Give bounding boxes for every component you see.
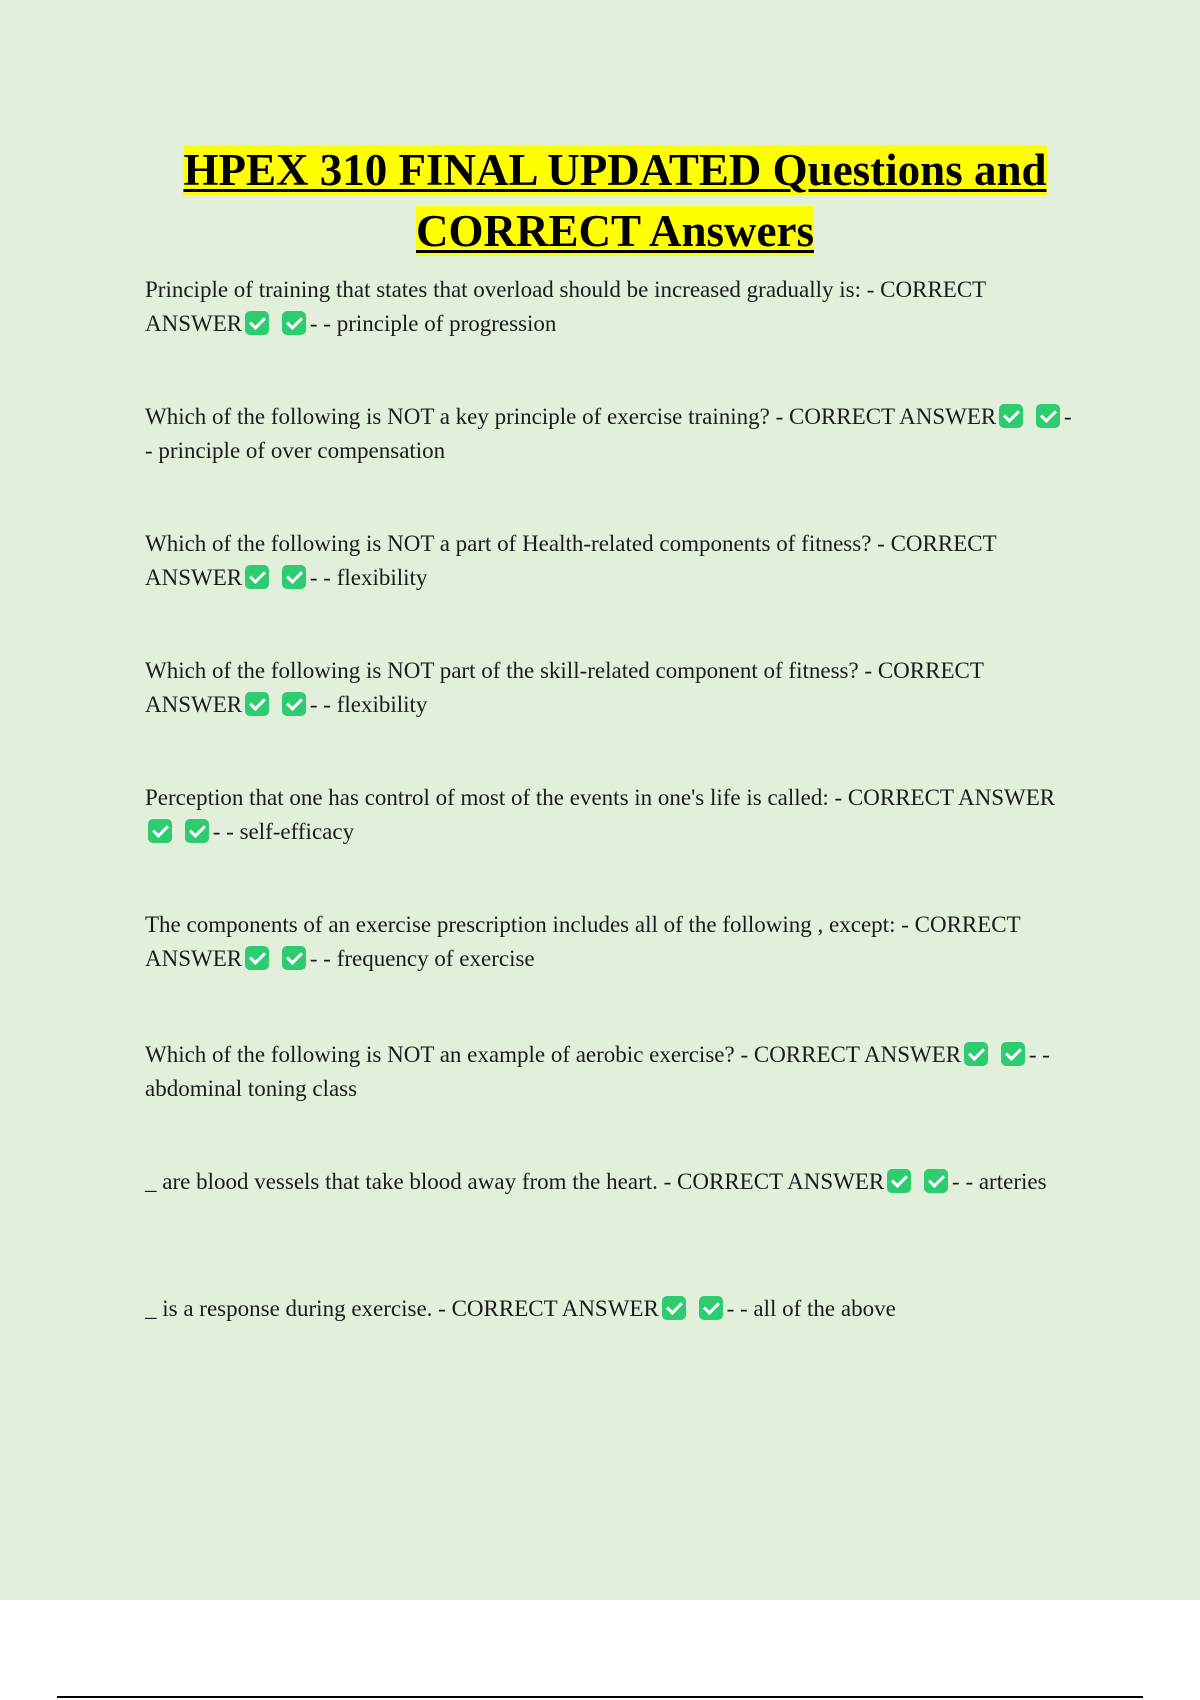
document-title bbox=[145, 140, 1085, 262]
answer-text: - - self-efficacy bbox=[212, 819, 355, 844]
question-text: Which of the following is NOT an example of aerobic exercise? - CORRECT ANSWER bbox=[145, 1042, 962, 1067]
check-mark-icon bbox=[185, 819, 209, 843]
question-text: _ is a response during exercise. - CORRECT ANSWER bbox=[145, 1296, 659, 1321]
document-content bbox=[145, 140, 1085, 1321]
qa-item bbox=[145, 654, 1085, 722]
qa-item bbox=[145, 400, 1085, 468]
check-mark-icon bbox=[1036, 404, 1060, 428]
question-text: _ are blood vessels that take blood away from the heart. - CORRECT ANSWER bbox=[145, 1169, 885, 1194]
footer-divider bbox=[57, 1696, 1143, 1698]
answer-text: - - principle of over compensation bbox=[145, 404, 1072, 463]
check-mark-icon bbox=[282, 565, 306, 589]
check-mark-icon bbox=[148, 819, 172, 843]
check-mark-icon bbox=[282, 692, 306, 716]
check-mark-icon bbox=[662, 1296, 686, 1320]
qa-item bbox=[145, 527, 1085, 595]
check-mark-icon bbox=[245, 565, 269, 589]
answer-text: - - abdominal toning class bbox=[145, 1042, 1050, 1101]
question-text: Perception that one has control of most of the events in one's life is called: - CORRECT ANSWER bbox=[145, 785, 1056, 810]
check-mark-icon bbox=[699, 1296, 723, 1320]
answer-text: - - arteries bbox=[952, 1169, 1047, 1194]
check-mark-icon bbox=[282, 946, 306, 970]
qa-item bbox=[145, 781, 1085, 849]
check-mark-icon bbox=[245, 692, 269, 716]
check-mark-icon bbox=[245, 311, 269, 335]
check-mark-icon bbox=[964, 1042, 988, 1066]
answer-text: - - flexibility bbox=[309, 692, 428, 717]
question-text: Principle of training that states that overload should be increased gradually is: - CORRECT ANSWER bbox=[145, 277, 986, 336]
question-text: Which of the following is NOT part of the skill-related component of fitness? - CORRECT ANSWER bbox=[145, 658, 984, 717]
qa-item bbox=[145, 908, 1085, 976]
answer-text: - - principle of progression bbox=[309, 311, 557, 336]
check-mark-icon bbox=[1001, 1042, 1025, 1066]
qa-item bbox=[145, 1038, 1085, 1106]
check-mark-icon bbox=[999, 404, 1023, 428]
question-text: Which of the following is NOT a key principle of exercise training? - CORRECT ANSWER bbox=[145, 404, 997, 429]
answer-text: - - flexibility bbox=[309, 565, 428, 590]
question-text: Which of the following is NOT a part of Health-related components of fitness? - CORRECT ANSWER bbox=[145, 531, 997, 590]
check-mark-icon bbox=[887, 1169, 911, 1193]
answer-text: - - frequency of exercise bbox=[309, 946, 535, 971]
check-mark-icon bbox=[924, 1169, 948, 1193]
title-highlight: HPEX 310 FINAL UPDATED Questions and CORRECT Answers bbox=[183, 145, 1047, 256]
qa-item bbox=[145, 1292, 1085, 1326]
question-text: The components of an exercise prescription includes all of the following , except: - CORRECT ANSWER bbox=[145, 912, 1021, 971]
answer-text: - - all of the above bbox=[726, 1296, 896, 1321]
qa-item bbox=[145, 1165, 1085, 1199]
check-mark-icon bbox=[245, 946, 269, 970]
check-mark-icon bbox=[282, 311, 306, 335]
qa-item bbox=[145, 273, 1085, 341]
